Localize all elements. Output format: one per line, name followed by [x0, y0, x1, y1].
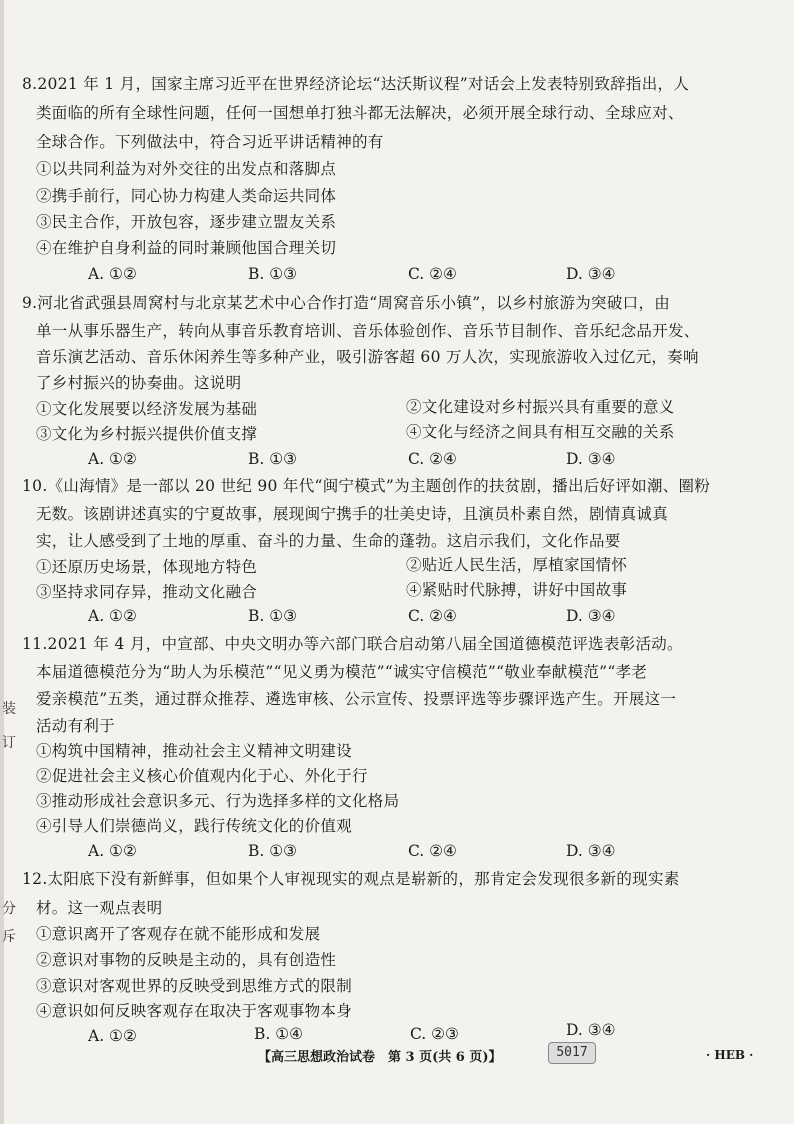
- page-edge: [0, 0, 4, 1124]
- q11-stem-line: 活动有利于: [36, 717, 116, 735]
- q12-item: ①意识离开了客观存在就不能形成和发展: [36, 925, 321, 943]
- q10-item: ①还原历史场景，体现地方特色: [36, 558, 258, 576]
- q8-item: ④在维护自身利益的同时兼顾他国合理关切: [36, 239, 337, 257]
- q10-item: ②贴近人民生活，厚植家国情怀: [406, 556, 628, 574]
- q9-option-b: B. ①③: [248, 450, 298, 468]
- q10-item: ③坚持求同存异，推动文化融合: [36, 583, 258, 601]
- q10-stem-line: 实，让人感受到了土地的厚重、奋斗的力量、生命的蓬勃。这启示我们，文化作品要: [36, 532, 621, 550]
- q9-stem-line: 了乡村振兴的协奏曲。这说明: [36, 374, 242, 392]
- margin-char: 订: [2, 735, 16, 751]
- q11-option-a: A. ①②: [88, 842, 137, 860]
- q12-option-c: C. ②③: [410, 1025, 459, 1043]
- q8-item: ①以共同利益为对外交往的出发点和落脚点: [36, 160, 337, 178]
- q8-option-c: C. ②④: [408, 265, 457, 283]
- q9-option-a: A. ①②: [88, 450, 137, 468]
- q9-option-c: C. ②④: [408, 450, 457, 468]
- q8-option-d: D. ③④: [566, 265, 616, 283]
- q9-stem-line: 单一从事乐器生产，转向从事音乐教育培训、音乐体验创作、音乐节目制作、音乐纪念品开发、: [36, 322, 700, 340]
- q11-stem-line: 11.2021 年 4 月，中宣部、中央文明办等六部门联合启动第八届全国道德模范评选表彰活动。: [22, 635, 683, 653]
- q8-option-b: B. ①③: [248, 265, 298, 283]
- q10-stem-line: 无数。该剧讲述真实的宁夏故事，展现闽宁携手的壮美史诗，且演员朴素自然，剧情真诚真: [36, 505, 669, 523]
- q11-option-d: D. ③④: [566, 842, 616, 860]
- q12-stem-line: 材。这一观点表明: [36, 899, 163, 917]
- q8-stem-line: 8.2021 年 1 月，国家主席习近平在世界经济论坛“达沃斯议程”对话会上发表特别致辞指出，人: [22, 75, 690, 93]
- q9-option-d: D. ③④: [566, 450, 616, 468]
- q10-option-a: A. ①②: [88, 607, 137, 625]
- q9-item: ①文化发展要以经济发展为基础: [36, 400, 258, 418]
- q9-stem-line: 9.河北省武强县周窝村与北京某艺术中心合作打造“周窝音乐小镇”，以乡村旅游为突破口，由: [22, 294, 671, 312]
- q11-item: ④引导人们崇德尚义，践行传统文化的价值观: [36, 817, 353, 835]
- paper-code-badge: 5017: [548, 1042, 596, 1064]
- q10-stem-line: 10.《山海情》是一部以 20 世纪 90 年代“闽宁模式”为主题创作的扶贫剧，播出后好评如潮、圈粉: [22, 477, 711, 495]
- q8-stem-line: 全球合作。下列做法中，符合习近平讲话精神的有: [36, 133, 384, 151]
- margin-char: 斥: [2, 929, 16, 945]
- margin-char: 分: [2, 901, 16, 917]
- q11-option-b: B. ①③: [248, 842, 298, 860]
- q12-stem-line: 12.太阳底下没有新鲜事，但如果个人审视现实的观点是崭新的，那肯定会发现很多新的现实素: [22, 870, 680, 888]
- q12-option-d: D. ③④: [566, 1021, 616, 1039]
- q10-item: ④紧贴时代脉搏，讲好中国故事: [406, 581, 628, 599]
- q12-option-a: A. ①②: [88, 1027, 137, 1045]
- q9-stem-line: 音乐演艺活动、音乐休闲养生等多种产业，吸引游客超 60 万人次，实现旅游收入过亿元，奏响: [36, 348, 699, 366]
- footer-tag: · HEB ·: [706, 1048, 754, 1062]
- q11-option-c: C. ②④: [408, 842, 457, 860]
- q11-item: ③推动形成社会意识多元、行为选择多样的文化格局: [36, 792, 400, 810]
- q11-item: ②促进社会主义核心价值观内化于心、外化于行: [36, 767, 368, 785]
- q10-option-d: D. ③④: [566, 607, 616, 625]
- q10-option-c: C. ②④: [408, 607, 457, 625]
- q11-stem-line: 爱亲模范”五类，通过群众推荐、遴选审核、公示宣传、投票评选等步骤评选产生。开展这一: [36, 690, 677, 708]
- q8-item: ②携手前行，同心协力构建人类命运共同体: [36, 187, 337, 205]
- q9-item: ②文化建设对乡村振兴具有重要的意义: [406, 398, 675, 416]
- q10-option-b: B. ①③: [248, 607, 298, 625]
- q12-option-b: B. ①④: [254, 1025, 304, 1043]
- q8-option-a: A. ①②: [88, 265, 137, 283]
- margin-char: 装: [2, 701, 16, 717]
- footer-page-title: 【高三思想政治试卷 第 3 页(共 6 页)】: [258, 1050, 502, 1065]
- q12-item: ③意识对客观世界的反映受到思维方式的限制: [36, 977, 353, 995]
- q8-item: ③民主合作，开放包容，逐步建立盟友关系: [36, 213, 337, 231]
- q9-item: ③文化为乡村振兴提供价值支撑: [36, 425, 258, 443]
- q11-item: ①构筑中国精神，推动社会主义精神文明建设: [36, 742, 353, 760]
- q9-item: ④文化与经济之间具有相互交融的关系: [406, 423, 675, 441]
- q11-stem-line: 本届道德模范分为“助人为乐模范”“见义勇为模范”“诚实守信模范”“敬业奉献模范”“孝老: [36, 663, 648, 681]
- q12-item: ②意识对事物的反映是主动的，具有创造性: [36, 951, 337, 969]
- q12-item: ④意识如何反映客观存在取决于客观事物本身: [36, 1002, 353, 1020]
- q8-stem-line: 类面临的所有全球性问题，任何一国想单打独斗都无法解决，必须开展全球行动、全球应对、: [36, 104, 684, 122]
